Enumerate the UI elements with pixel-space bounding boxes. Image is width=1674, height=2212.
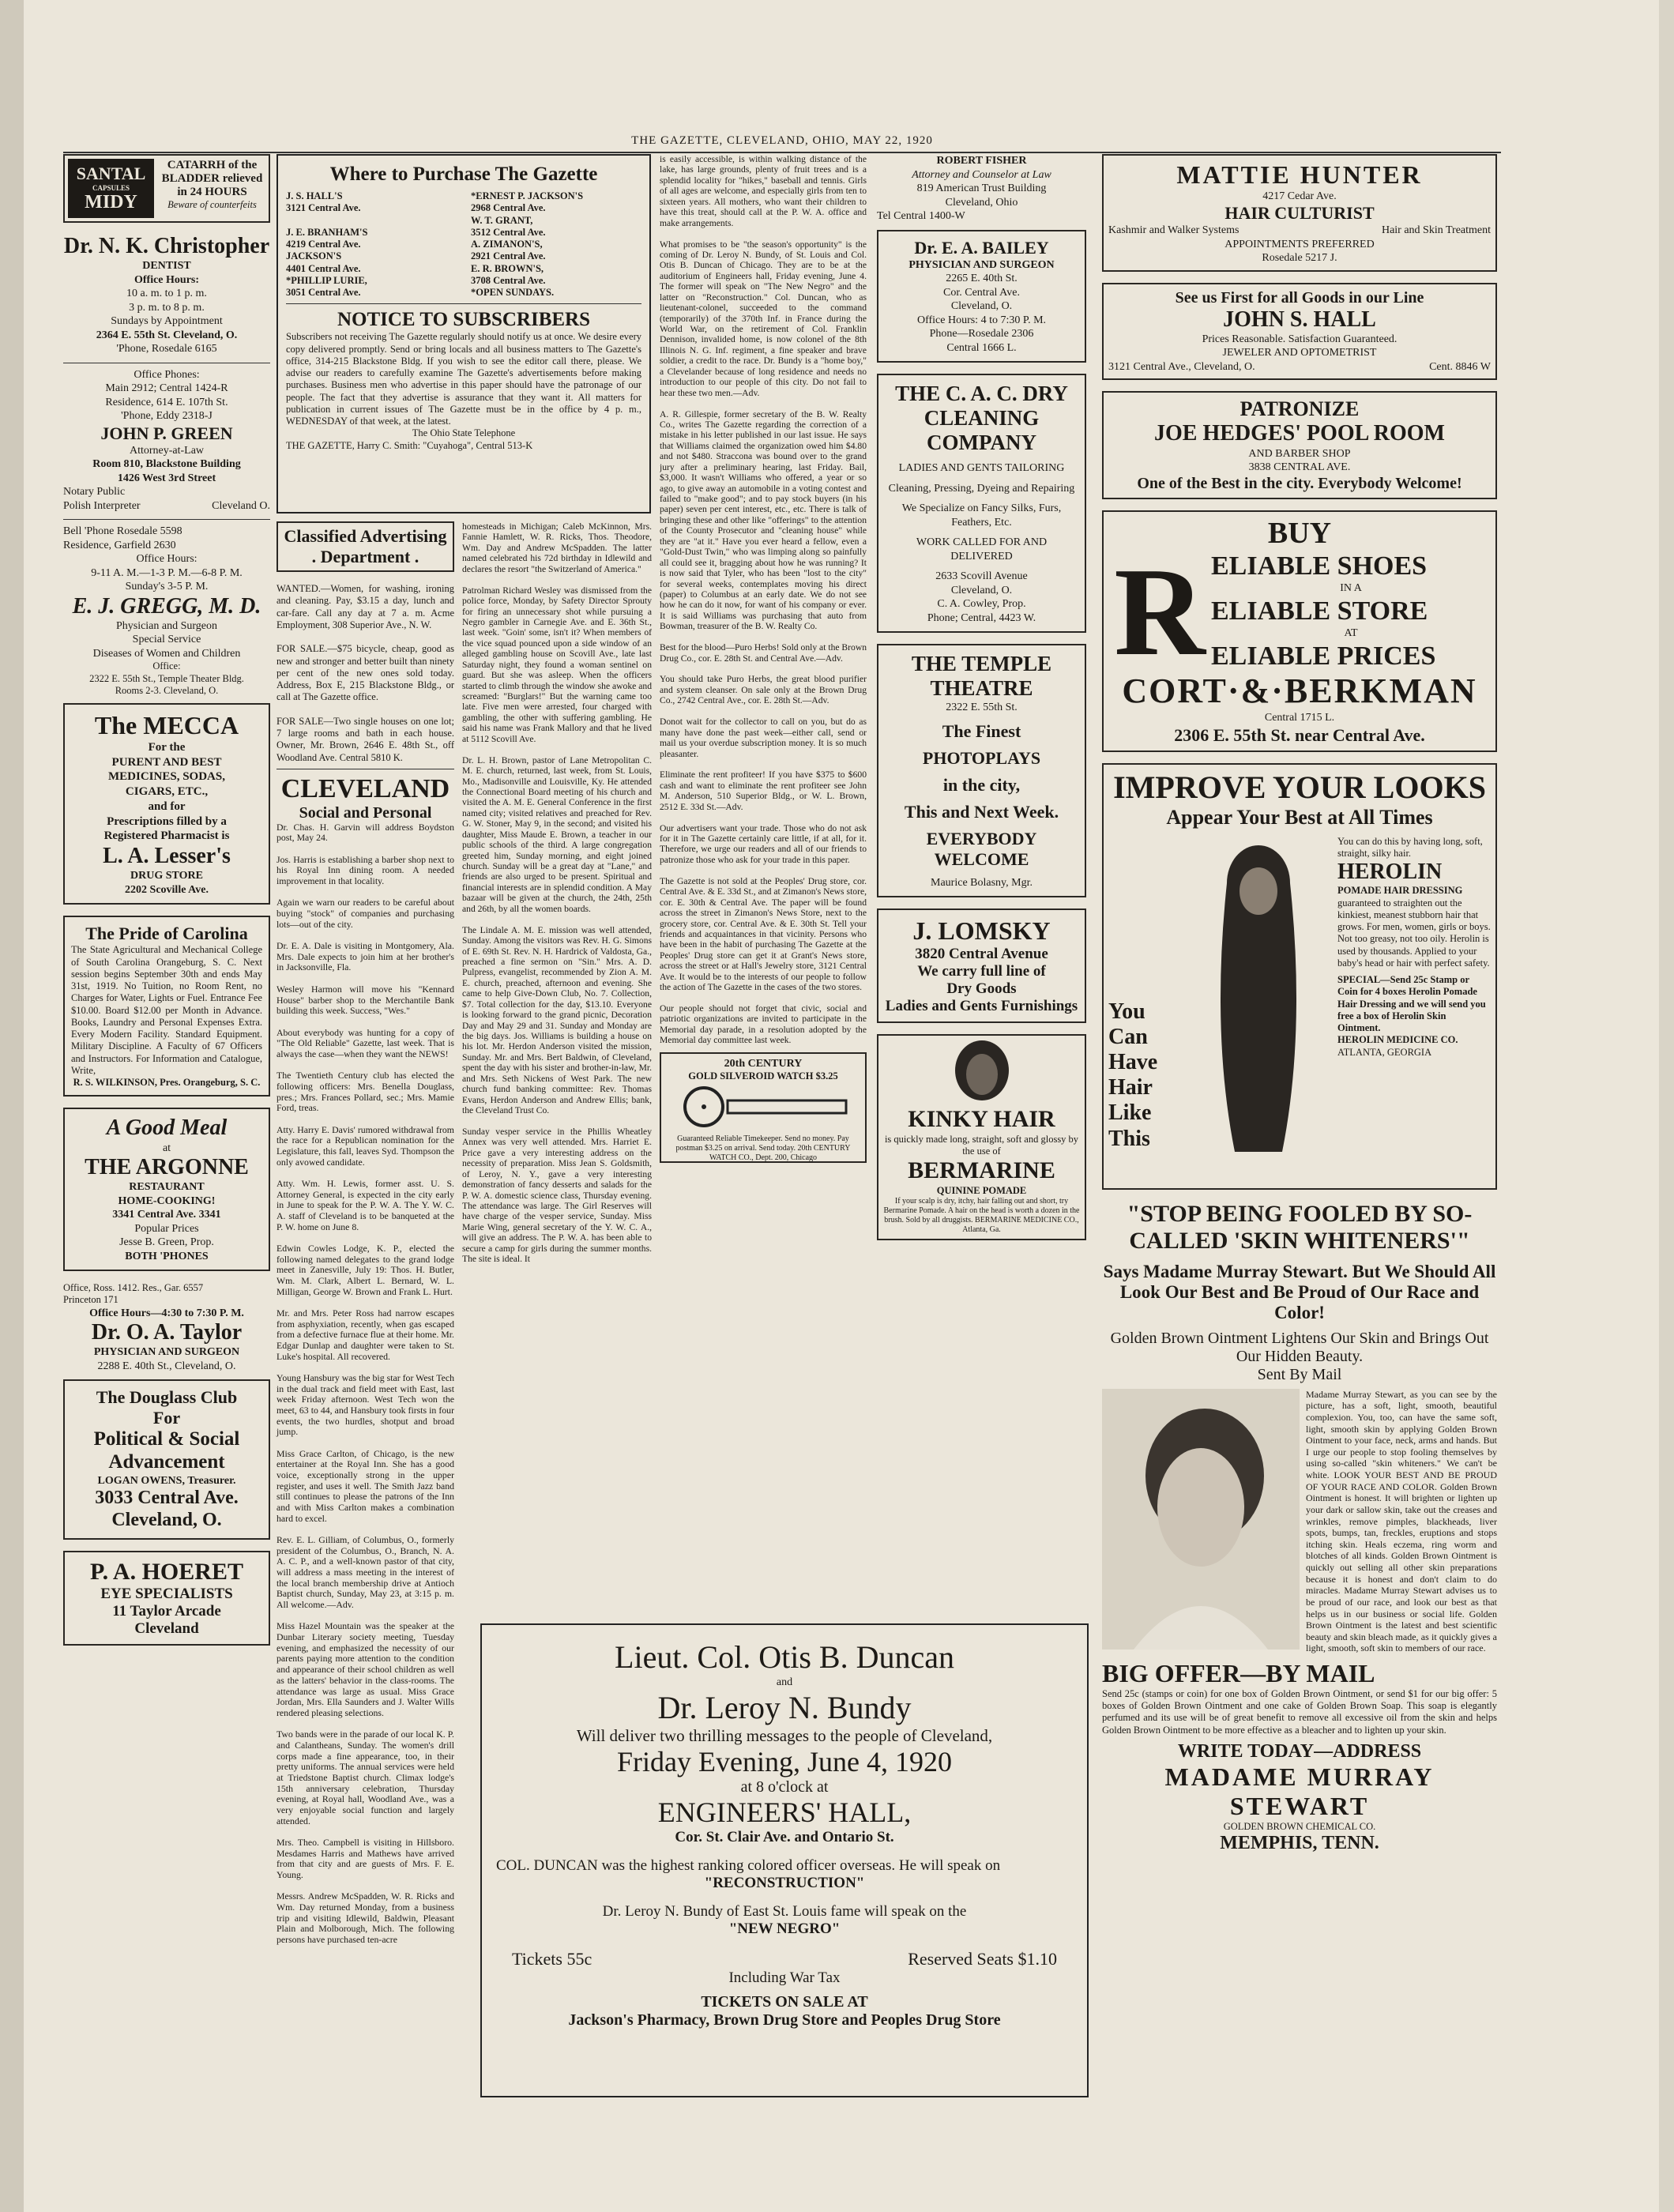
kinky-hair-title: KINKY HAIR xyxy=(908,1106,1055,1133)
temple-title: THE TEMPLE THEATRE xyxy=(911,652,1052,701)
notice-title: NOTICE TO SUBSCRIBERS xyxy=(337,309,591,331)
cleveland-news: Dr. Chas. H. Garvin will address Boydston post, May 24. Jos. Harris is establishing a barber shop next to his Royal Inn dining room. A needed improvement in that locality. Again we warn our readers to be careful about buying "stock" of companies and purchasing lots—out of the city. Dr. E. A. Dale is visiting in Montgomery, Ala. Mrs. Dale expects to join him at her brother's in Jacksonville, Fla. Wesley Harmon will move his "Kennard House" barber shop to the Merchantile Bank building this week. Success, "Wes." About everybody was hunting for a copy of "The Old Reliable" Gazette, last week. That is always the case—when they want the NEWS! The Twentieth Century club has elected the following officers: Mrs. Benella Douglass, pres.; Mrs. Frances Pollard, sec.; Mrs. Mamie Ford, treas. Atty. Harry E. Davis' rumored withdrawal from the race for a Republican nomination for the Legislature, this fall, leaves Syd. Thompson the only avowed candidate. Atty. Wm. H. Lewis, former asst. U. S. Attorney General, is expected in the city early in June to speak for the P. W. A. The Y. W. C. A. staff of Cleveland is to be banqueted at the P. W. home on June 8. Edwin Cowles Lodge, K. P., elected the following named delegates to the grand lodge meet in Zanesville, July 19: Thos. H. Butler, Wm. M. Clark, Albert L. Bernard, W. L. Milligan, George W. Brown and Frank L. Hurt. Mr. and Mrs. Peter Ross had narrow escapes from asphyxiation, recently, when gas escaped from a defective furnace flue at their home. Mr. Edgar Dunlap and daughter were taken to St. Luke's hospital. All recovered. Young Hansbury was the big star for West Tech in the dual track and field meet with East, last week Friday afternoon. West Tech won the meet, 63 to 44, and Hansbury took firsts in four events, the two hurdles, shotput and broad jump. Miss Grace Carlton, of Chicago, is the new entertainer at the Royal Inn. She has a good voice, exceptionally strong in the upper register, and uses it well. The Smith Jazz band still continues to please the patrons of the Inn and with Miss Carlton makes a combination hard to excel. Rev. E. L. Gilliam, of Columbus, O., formerly president of the Columbus, O., Branch, N. A. A. C. P., and a well-known pastor of that city, will address a mass meeting in the interest of the local branch membership drive at Antioch Baptist church, Sunday, May 23, at 3:15 p. m. All welcome.—Adv. Miss Hazel Mountain was the speaker at the Dunbar Literary society meeting, Tuesday evening, and emphasized the necessity of our parents paying more attention to the condition and appearance of their school children as well as the latters' behavior in the class-rooms. The attendance was large as usual. Miss Grace Jordan, Mrs. Ella Saunders and J. Walter Wills rendered pleasing selections. Two bands were in the parade of our local K. P. and Calantheans, Sunday. The women's drill corps made a fine appearance, too, in their pretty uniforms. The annual services were held at Triedstone Baptist church. Climax lodge's 15th anniversary celebration, Thursday evening, at Royal hall, Woodland Ave., was a very enjoyable social function and largely attended. Mrs. Theo. Campbell is visiting in Hillsboro. Mesdames Harris and Mathews have arrived from that city and are guests of Mrs. F. E. Young. Messrs. Andrew McSpadden, W. R. Ricks and Wm. Day returned Monday, from a business trip and visiting Idlewild, Baldwin, Pleasant Plain and Molborough, Mich. The following persons have purchased ten-acre xyxy=(276,821,454,1945)
column-3a xyxy=(462,521,652,1265)
where-right-list: *ERNEST P. JACKSON'S 2968 Central Ave. W. T. GRANT, 3512 Central Ave. A. ZIMANON'S, 2921 Central Ave. E. R. BROWN'S, 3708 Central Ave. *OPEN SUNDAYS. xyxy=(471,190,584,298)
where-left-list: J. S. HALL'S 3121 Central Ave. J. E. BRANHAM'S 4219 Central Ave. JACKSON'S 4401 Central Ave. *PHILLIP LURIE, 3051 Central Ave. xyxy=(286,190,368,298)
green-name: JOHN P. GREEN xyxy=(100,423,233,443)
hunter-name: MATTIE HUNTER xyxy=(1176,160,1423,189)
douglass-title: The Douglass Club xyxy=(96,1387,238,1408)
where-title: Where to Purchase The Gazette xyxy=(329,164,598,185)
herolin-title: IMPROVE YOUR LOOKS xyxy=(1113,769,1486,805)
taylor-name: Dr. O. A. Taylor xyxy=(91,1320,243,1345)
douglass-ad: The Douglass Club For Political & Social Advancement LOGAN OWENS, Treasurer. 3033 Central Ave. Cleveland, O. xyxy=(63,1379,270,1539)
christopher-name: Dr. N. K. Christopher xyxy=(63,234,270,258)
reserved-price: Reserved Seats $1.10 xyxy=(908,1949,1057,1969)
column-2: Classified Advertising . Department . WANTED.—Women, for washing, ironing and cleaning. Pay, $3.15 a day, lunch and car-fare. Call any day at 7 a. m. Acme Employment, 308 Superior Ave., N. W. FOR SALE.—$75 bicycle, cheap, good as new and stronger and better built than ninety per cent of the new ones sold today. Address, Box E, 215 Blackstone Bldg., or call at The Gazette office. FOR SALE—Two single houses on one lot; 7 large rooms and bath in each house. Owner, Mr. Brown, 2646 E. 48th St., off Woodland Ave. Central 5810 K. CLEVELAND Social and Personal Dr. Chas. H. Garvin will address Boydston post, May 24. Jos. Harris is establishing a barber shop next to his Royal Inn dining room. A needed improvement in that locality. Again we warn our readers to be careful about buying "stock" of companies and purchasing lots—out of the city. Dr. E. A. Dale is visiting in Montgomery, Ala. Mrs. Dale expects to join him at her brother's in Jacksonville, Fla. Wesley Harmon will move his "Kennard House" barber shop to the Merchantile Bank building this week. Success, "Wes." About everybody was hunting for a copy of "The Old Reliable" Gazette, last week. That is always the case—when they want the NEWS! The Twentieth Century club has elected the following officers: Mrs. Benella Douglass, pres.; Mrs. Frances Pollard, sec.; Mrs. Mamie Ford, treas. Atty. Harry E. Davis' rumored withdrawal from the race for a Republican nomination for the Legislature, this fall, leaves Syd. Thompson the only avowed candidate. Atty. Wm. H. Lewis, former asst. U. S. Attorney General, is expected in the city early in June to speak for the P. W. A. The Y. W. C. A. staff of Cleveland is to be banqueted at the P. W. home on June 8. Edwin Cowles Lodge, K. P., elected the following named delegates to the grand lodge meet in Zanesville, July 19: Thos. H. Butler, Wm. M. Clark, Albert L. Bernard, W. L. Milligan, George W. Brown and Frank L. Hurt. Mr. and Mrs. Peter Ross had narrow escapes from asphyxiation, recently, when gas escaped from a defective furnace flue at their home. Mr. Edgar Dunlap and daughter were taken to St. Luke's hospital. All recovered. Young Hansbury was the big star for West Tech in the dual track and field meet with East, last week Friday afternoon. West Tech won the meet, 63 to 44, and Hansbury took firsts in four events, the two hurdles, shotput and broad jump. Miss Grace Carlton, of Chicago, is the new entertainer at the Royal Inn. She has a good voice, exceptionally strong in the upper register, and uses it well. The Smith Jazz band still continues to please the patrons of the Inn and with Miss Carlton makes a combination hard to excel. Rev. E. L. Gilliam, of Columbus, O., formerly president of the Columbus, O., Branch, N. A. A. C. P., and a well-known pastor of that city, will address a mass meeting in the interest of the local branch membership drive at Antioch Baptist church, Sunday, May 23, at 3:15 p. m. All welcome.—Adv. Miss Hazel Mountain was the speaker at the Dunbar Literary society meeting, Tuesday evening, and emphasized the necessity of our parents paying more attention to the condition and appearance of their school children as well as the latters' behavior in the class-rooms. The attendance was large as usual. Miss Grace Jordan, Mrs. Ella Saunders and J. Walter Wills rendered pleasing selections. Two bands were in the parade of our local K. P. and Calantheans, Sunday. The women's drill corps made a fine appearance, too, in their pretty uniforms. The annual services were held at Triedstone Baptist church. Climax lodge's 15th anniversary celebration, Thursday evening, at Royal hall, Woodland Ave., was a very enjoyable social function and largely attended. Mrs. Theo. Campbell is visiting in Hillsboro. Mesdames Harris and Mathews have arrived from that city and are guests of Mrs. F. E. Young. Messrs. Andrew McSpadden, W. R. Ricks and Wm. Day returned Monday, from a business trip and visiting Idlewild, Baldwin, Pleasant Plain and Molborough, Mich. The following persons have purchased ten-acre xyxy=(276,521,454,1946)
stewart-ad: "STOP BEING FOOLED BY SO-CALLED 'SKIN WHITENERS'" Says Madame Murray Stewart. But We Should All Look Our Best and Be Proud of Our Race and Color! Golden Brown Ointment Lightens Our Skin and Brings Out Our Hidden Beauty. Sent By Mail Madame Murray Stewart, as you can see by the picture, has a soft, light, smooth, beautiful complexion. You, too, can have the same soft, light, smooth skin by applying Golden Brown Ointment to your face, neck, arms and hands. But I urge our people to stop fooling themselves by using so-called "skin whiteners." We can't be white. LOOK YOUR BEST AND BE PROUD OF YOUR RACE AND COLOR. Golden Brown Ointment is honest. It will brighten or lighten up your dark or sallow skin, take out the creases and wrinkles, remove pimples, blackheads, liver spots, bumps, tan, freckles, eruptions and stops itching skin. Heals eczema, ring worm and blotches of all kinds. Golden Brown Ointment is quickly out selling all other skin preparations because it is honest and don't claim to do miracles. Madame Murray Stewart advises us to be proud of our race, and look our best as that helps us in our business or social life. Golden Brown Ointment is the latest and best scientific beauty and skin bleach made, as it quickly gives a light, smooth, soft skin to members of our race. BIG OFFER—BY MAIL Send 25c (stamps or coin) for one box of Golden Brown Ointment, or send $1 for our big offer: 5 boxes of Golden Brown Ointment and one cake of Golden Brown Soap. This soap is elegantly perfumed and its use will be of great benefit to remove all excessive oil from the skin and helps Golden Brown Ointment to be more effective as a bleacher and to lighten up your skin. WRITE TODAY—ADDRESS MADAME MURRAY STEWART GOLDEN BROWN CHEMICAL CO. MEMPHIS, TENN. xyxy=(1102,1200,1497,1853)
cleveland-title: CLEVELAND xyxy=(280,773,450,803)
duncan-name: Lieut. Col. Otis B. Duncan xyxy=(615,1639,954,1675)
masthead: THE GAZETTE, CLEVELAND, OHIO, MAY 22, 1920 xyxy=(63,134,1501,153)
taylor-ad: Office, Ross. 1412. Res., Gar. 6557 Princeton 171 Office Hours—4:30 to 7:30 P. M. Dr. O. A. Taylor PHYSICIAN AND SURGEON 2288 E. 40th St., Cleveland, O. xyxy=(63,1282,270,1373)
lomsky-ad: J. LOMSKY 3820 Central Avenue We carry full line of Dry Goods Ladies and Gents Furnishings xyxy=(877,908,1086,1023)
temple-ad: THE TEMPLE THEATRE 2322 E. 55th St. The Finest PHOTOPLAYS in the city, This and Next Week. EVERYBODY WELCOME Maurice Bolasny, Mgr. xyxy=(877,644,1086,897)
cac-ad: THE C. A. C. DRY CLEANING COMPANY LADIES AND GENTS TAILORING Cleaning, Pressing, Dyeing and Repairing We Specialize on Fancy Silks, Furs, Feathers, Etc. WORK CALLED FOR AND DELIVERED 2633 Scovill Avenue Cleveland, O. C. A. Cowley, Prop. Phone; Central, 4423 W. xyxy=(877,374,1086,633)
stewart-title: "STOP BEING FOOLED BY SO-CALLED 'SKIN WHITENERS'" xyxy=(1127,1200,1473,1255)
column-1 xyxy=(63,154,270,1657)
santal-text: CATARRH of the BLADDER relieved in 24 HOURS xyxy=(161,159,263,198)
fisher-ad: ROBERT FISHER Attorney and Counselor at Law 819 American Trust Building Cleveland, Ohio Tel Central 1400-W xyxy=(877,154,1086,224)
watch-illustration xyxy=(672,1083,854,1130)
argonne-title: A Good Meal xyxy=(106,1115,228,1141)
gregg-name: E. J. GREGG, M. D. xyxy=(72,593,261,619)
cac-title: THE C. A. C. DRY CLEANING COMPANY xyxy=(895,382,1068,455)
hoeret-ad: P. A. HOERET EYE SPECIALISTS 11 Taylor Arcade Cleveland xyxy=(63,1551,270,1646)
bermarine-ad: KINKY HAIR is quickly made long, straight, soft and glossy by the use of BERMARINE QUININE POMADE If your scalp is dry, itchy, hair falling out and short, try Bermarine Pomade. A hair on the head is worth a dozen in the brush. Sold by all druggists. BERMARINE MEDICINE CO., Atlanta, Ga. xyxy=(877,1034,1086,1240)
argonne-ad: A Good Meal at THE ARGONNE RESTAURANT HOME-COOKING! 3341 Central Ave. 3341 Popular Prices Jesse B. Green, Prop. BOTH 'PHONES xyxy=(63,1108,270,1271)
hoeret-name: P. A. HOERET xyxy=(90,1558,243,1585)
santal-logo: SANTAL CAPSULES MIDY xyxy=(68,159,154,218)
herolin-ad: IMPROVE YOUR LOOKS Appear Your Best at All Times You Can Have Hair Like This You can do this by having long, soft, straight, silky hair. HEROLIN POMADE HAIR DRESSING guaranteed to straighten out the kinkiest, meanest stubborn hair that grows. For men, women, girls or boys. Not too greasy, not too oily. Herolin is used by thousands. Applied to your baby's head or hair with perfect safety. SPECIAL—Send 25c Stamp or Coin for 4 boxes Herolin Pomade Hair Dressing and we will send you free a box of Herolin Skin Ointment. HEROLIN MEDICINE CO. ATLANTA, GEORGIA xyxy=(1102,763,1497,1190)
duncan-bundy-ad: Lieut. Col. Otis B. Duncan and Dr. Leroy N. Bundy Will deliver two thrilling messages to the people of Cleveland, Friday Evening, June 4, 1920 at 8 o'clock at ENGINEERS' HALL, Cor. St. Clair Ave. and Ontario St. COL. DUNCAN was the highest ranking colored officer overseas. He will speak on "RECONSTRUCTION" Dr. Leroy N. Bundy of East St. Louis fame will speak on the "NEW NEGRO" Tickets 55c Reserved Seats $1.10 Including War Tax TICKETS ON SALE AT Jackson's Pharmacy, Brown Drug Store and Peoples Drug Store xyxy=(480,1623,1089,2097)
cort-berkman-name: CORT·&·BERKMAN xyxy=(1122,671,1477,710)
hedges-name: JOE HEDGES' POOL ROOM xyxy=(1154,421,1445,446)
column-4 xyxy=(877,154,1086,1251)
mecca-ad: The MECCA For the PURENT AND BEST MEDICINES, SODAS, CIGARS, ETC., and for Prescriptions filled by a Registered Pharmacist is L. A. Lesser's DRUG STORE 2202 Scoville Ave. xyxy=(63,703,270,905)
notice-body: Subscribers not receiving The Gazette regularly should notify us at once. We desire every copy delivered promptly. Send or bring locals and all business matters to The Gazette's office, 314-215 Blackstone Bldg. If you wish to see the editor call there, please. We advise our readers to carefully examine The Gazette's advertisements before making purchases. Business men who advertise in this paper should have the patronage of our people. The fact that they advertise is assurance that they want it. All matters for publication in current issues of The Gazette must be in the office by 4 p. m., WEDNESDAY of that week, at the latest. xyxy=(286,331,641,427)
fisher-name: ROBERT FISHER xyxy=(936,155,1027,167)
where-to-purchase-box: Where to Purchase The Gazette J. S. HALL'S 3121 Central Ave. J. E. BRANHAM'S 4219 Central Ave. JACKSON'S 4401 Central Ave. *PHILLIP LURIE, 3051 Central Ave. *ERNEST P. JACKSON'S 2968 Central Ave. W. T. GRANT, 3512 Central Ave. A. ZIMANON'S, 2921 Central Ave. E. R. BROWN'S, 3708 Central Ave. *OPEN SUNDAYS. NOTICE TO SUBSCRIBERS Subscribers not receiving The Gazette regularly should notify us at once. We desire every copy delivered promptly. Send or bring locals and all business matters to The Gazette's office, 314-215 Blackstone Bldg. If you wish to see the editor call there, please. We advise our readers to carefully examine The Gazette's advertisements before making purchases. Business men who advertise in this paper should have the patronage of our people. The fact that they advertise is assurance that they want it. All matters for publication in current issues of The Gazette must be in the office by 4 p. m., WEDNESDAY of that week, at the latest. The Ohio State Telephone THE GAZETTE, Harry C. Smith: "Cuyahoga", Central 513-K xyxy=(276,154,651,514)
tickets-price: Tickets 55c xyxy=(512,1949,592,1969)
cort-berkman-ad: BUY R ELIABLE SHOES IN A ELIABLE STORE AT ELIABLE PRICES CORT·&·BERKMAN Central 1715 L. 2306 E. 55th St. near Central Ave. xyxy=(1102,510,1497,752)
bailey-name: Dr. E. A. BAILEY xyxy=(914,237,1049,258)
hall-ad: See us First for all Goods in our Line JOHN S. HALL Prices Reasonable. Satisfaction Guaranteed. JEWELER AND OPTOMETRIST 3121 Central Ave., Cleveland, O. Cent. 8846 W xyxy=(1102,283,1497,381)
santal-ad: SANTAL CAPSULES MIDY CATARRH of the BLADDER relieved in 24 HOURS Beware of counterfeits xyxy=(63,154,270,223)
bailey-ad: Dr. E. A. BAILEY PHYSICIAN AND SURGEON 2265 E. 40th St. Cor. Central Ave. Cleveland, O. Office Hours: 4 to 7:30 P. M. Phone—Rosedale 2306 Central 1666 L. xyxy=(877,230,1086,363)
big-r-letter: R xyxy=(1114,540,1206,682)
news-text-1: homesteads in Michigan; Caleb McKinnon, Mrs. Fannie Hamlett, W. R. Ricks, Thos. Theodore, Wm. Day and Andrew McSpadden. The latter named celebrated his 72d birthday in Idlewild and declares the resort "the Switzerland of America." Patrolman Richard Wesley was dismissed from the police force, Monday, by Safety Director Sprouty for firing an unnecessary shot while pursuing a Negro gambler in Carnegie Ave. and E. 36th St., last week. "Goin' some, isn't it? When members of the vice squad pounced upon a side window of an alleged gambling house on Scovill Ave., late last Saturday night, they found a woman sentinel on guard. But she was asleep. When the officers started to climb through the window she awoke and screamed: "Burglars!" But the warning came too late. Five men were arrested, four charged with gambling, the other with suffering gambling. He said his name was Frank Mallory and that he lived at 5112 Scovill Ave. Dr. L. H. Brown, pastor of Lane Metropolitan C. M. E. church, returned, last week, from St. Louis, Mo., Madisonville and Louisville, Ky. He attended the Connectional Board meeting of his church and visited the A. M. E. General Conference in the first named city; visited relatives and preached for Rev. G. W. Stoner, May 9, in the second; and visited his daughter, Miss Maude E. Brown, a teacher in our public schools of the third. A large congregation greeted him, Sunday morning, and eight joined church. Sunday will be a great day at "Lane," and friends are also urged to be present. Spiritual and financial interests are in splendid condition. A May bazaar will be given at the church, the 24th, 25th and 26th, by all the women boards. The Lindale A. M. E. mission was well attended, Sunday. Among the visitors was Rev. H. G. Simons of E. 69th St. Rev. N. H. Hardrick of Valdosta, Ga., preached a fine sermon on "Sin." Mrs. A. D. Pulpress, evangelist, recommended by Zion A. M. E. church, preached, afternoon and evening. She came to help Give-Down Club, No. 7. Collection, $7. Total collection for the day, $13.10. Everyone is looking forward to the grand picnic, Decoration Day and May 29 and 31. Sunday and Monday are the big days. Jos. Williams is building a house on his lot. Mr. Herdon Anderson visited the mission, Sunday. Mr. and Mrs. Bert Baldwin, of Cleveland, spent the day with his sister and brother-in-law, Mr. and Mrs. Seth Nickens of West Park. The new church fund banking committee: Rev. Thomas Evans, Herdon Anderson and Andrew Ellis; bank, the Cleveland Trust Co. Sunday vesper service in the Phillis Wheatley Annex was very well attended. Mrs. Harriet E. Price gave a very interesting address on the necessity of preparation. Miss Jean S. Goldsmith, of Leroy, N. Y., gave a very interesting demonstration of fancy desserts and salads for the P. W. A. domestic science class, Thursday evening. The attendance was large. The Girl Reserves will have charge of the vesper service, Sunday. Miss Marie Wing, general secretary of the Y. W. C. A., will give an address. The P. W. A. has been able to secure a camp for girls during the summer months. The site is ideal. It xyxy=(462,521,652,1265)
bundy-name: Dr. Leroy N. Bundy xyxy=(657,1689,912,1725)
hunter-ad: MATTIE HUNTER 4217 Cedar Ave. HAIR CULTURIST Kashmir and Walker Systems Hair and Skin Treatment APPOINTMENTS PREFERRED Rosedale 5217 J. xyxy=(1102,154,1497,272)
gregg-ad: Bell 'Phone Rosedale 5598 Residence, Garfield 2630 Office Hours: 9-11 A. M.—1-3 P. M.—6-8 P. M. Sunday's 3-5 P. M. E. J. GREGG, M. D. Physician and Surgeon Special Service Diseases of Women and Children Office: 2322 E. 55th St., Temple Theater Bldg. Rooms 2-3. Cleveland, O. xyxy=(63,525,270,697)
carolina-title: The Pride of Carolina xyxy=(85,924,248,944)
mecca-title: The MECCA xyxy=(94,711,239,740)
column-3b xyxy=(660,154,867,1174)
carolina-ad: The Pride of Carolina The State Agricultural and Mechanical College of South Carolina Orangeburg, S. C. Next session begins September 30th and ends May 31st, 1919. No Tuition, no Room Rent, no Charges for Water, Lights or Fuel. Entrance Fee $10.00. Board $12.00 per Month in Advance. Books, Laundry and Personal Expenses Extra. Every Modern Facility. Standard Equipment. Military Discipline. A Faculty of 67 Officers and Instructors. For Information and Catalogue, Write, R. S. WILKINSON, Pres. Orangeburg, S. C. xyxy=(63,916,270,1097)
page-gutter xyxy=(0,0,26,2212)
hall-name: JOHN S. HALL xyxy=(1223,307,1376,332)
herolin-side-text: You Can Have Hair Like This xyxy=(1108,999,1158,1151)
hedges-ad: PATRONIZE JOE HEDGES' POOL ROOM AND BARBER SHOP 3838 CENTRAL AVE. One of the Best in the city. Everybody Welcome! xyxy=(1102,391,1497,498)
madame-stewart-portrait xyxy=(1102,1389,1300,1650)
woman-portrait-illustration xyxy=(946,1039,1018,1102)
christopher-ad: Dr. N. K. Christopher DENTIST Office Hours: 10 a. m. to 1 p. m. 3 p. m. to 8 p. m. Sundays by Appointment 2364 E. 55th St. Cleveland, O. 'Phone, Rosedale 6165 xyxy=(63,234,270,356)
classified-text: WANTED.—Women, for washing, ironing and cleaning. Pay, $3.15 a day, lunch and car-fare. Call any day at 7 a. m. Acme Employment, 308 Superior Ave., N. W. FOR SALE.—$75 bicycle, cheap, good as new and stronger and better built than ninety per cent of the new ones sold today. Address, Box E, 215 Blackstone Bldg., or call at The Gazette office. FOR SALE—Two single houses on one lot; 7 large rooms and bath in each house. Owner, Mr. Brown, 2646 E. 48th St., off Woodland Ave. Central 5810 K. xyxy=(276,583,454,763)
news-text-2: is easily accessible, is within walking distance of the lake, has large grounds, plenty of fruit trees and is a splendid locality for "hikes," baseball and tennis. Girls of all ages are welcome, and especially girls from ten to sixteen years. All mothers, who want their children to have this treat, should call at the P. W. A. office and make arrangements. What promises to be "the season's opportunity" is the coming of Dr. Leroy N. Bundy, of St. Louis and Col. Otis B. Duncan of Chicago. They are to be at the auditorium of Engineers hall, Friday evening, June 4. The former will speak on "The New Negro" and the latter on "Reconstruction." Col. Duncan, who as lieutenant-colonel, succeeded to the command (temporarily) of the 370th Inf. in France during the World War, on the retirement of Col. Franklin Dennison, invalided home, is now colonel of the 8th Illinois N. G. Inf. regiment, a fine speaker and brave soldier, a credit to the race. Dr. Bundy is a "home boy," a Clevelander because of long residence and needs no introduction to our people of this city. Do not fail to hear these two men.—Adv. A. R. Gillespie, former secretary of the B. W. Realty Co., writes The Gazette regarding the correction of a mistake in his letter published in our last issue. He says that Williams claimed the organization owed him $4.80 and not $480. Straccona was bound over to the grand jury after a preliminary hearing, last Friday. Bail, $3,000. It wasn't Williams who offered, a year or so ago, to give away an automobile in a voting contest and failed to "make good"; and to pay stock buyers (in his paper) seven per cent interest, etc., etc. There is talk of bringing these and other like "offerings" to the attention of the County Prosecutor and "cleaning house" while they are "at it." Have you ever heard a fellow, even a "Gold-Dust Twin," who was limping along so painfully all could see it, bragging about how he was running? It is now said that Tyler, who has been "lost to the city" for several weeks, contemplates moving his direct (paper) to Columbus at an early date. We do not see how he can do it now, for want of his company or ever. It is said Williams was purchasing that auto from Bowman, treasurer of the B. W. Realty Co. Best for the blood—Puro Herbs! Sold only at the Brown Drug Co., cor. E. 28th St. and Central Ave.—Adv. You should take Puro Herbs, the great blood purifier and system cleanser. On sale only at the Brown Drug Co., 2742 Central Ave., cor. E. 28th St.—Adv. Donot wait for the collector to call on you, but do as many have done the past week—either call, send or mail us your overdue subscription money. It is so much pleasanter. Eliminate the rent profiteer! If you have $375 to $600 cash and want to eliminate the rent profiteer see John M. Anderson, 510 Superior Bldg., or W. L. Brown, 2512 E. 33d St.—Adv. Our advertisers want your trade. Those who do not ask for it in The Gazette certainly care little, if at all, for it. Therefore, we urge our readers and all of our friends to patronize those who ask for your trade in this paper. The Gazette is not sold at the Peoples' Drug store, cor. Central Ave. & E. 33d St., and at Zimanon's News store, cor. E. 30th & Central Ave. The paper will be found across the street in Zimanon's News Store, next to the grocery store, cor. Central Ave. & E. 30th St. Tell your friends and acquaintances in that vicinity. Persons who have been in the habit of purchasing The Gazette at the Peoples' Drug store can get it at Grant's News store, across the street or at Hall's Jewelry store, 3121 Central Ave. It would be to the interests of our people to follow the action of The Gazette in the cases of the two stores. Our people should not forget that civic, social and patriotic organizations are invited to participate in the Memorial day parade, in a resolution adopted by the Memorial day committee last week. xyxy=(660,154,867,1046)
column-5 xyxy=(1102,154,1497,1854)
long-hair-woman-illustration xyxy=(1179,836,1337,1152)
lomsky-name: J. LOMSKY xyxy=(912,916,1051,946)
classified-header: Classified Advertising . Department . xyxy=(276,521,454,572)
watch-ad: 20th CENTURY GOLD SILVEROID WATCH $3.25 Guaranteed Reliable Timekeeper. Send no money. Pay postman $3.25 on arrival. Send today. 20th CENTURY WATCH CO., Dept. 200, Chicago xyxy=(660,1052,867,1163)
green-ad: Office Phones: Main 2912; Central 1424-R Residence, 614 E. 107th St. 'Phone, Eddy 2318-J JOHN P. GREEN Attorney-at-Law Room 810, Blackstone Building 1426 West 3rd Street Notary Public Polish Interpreter Cleveland O. xyxy=(63,368,270,512)
